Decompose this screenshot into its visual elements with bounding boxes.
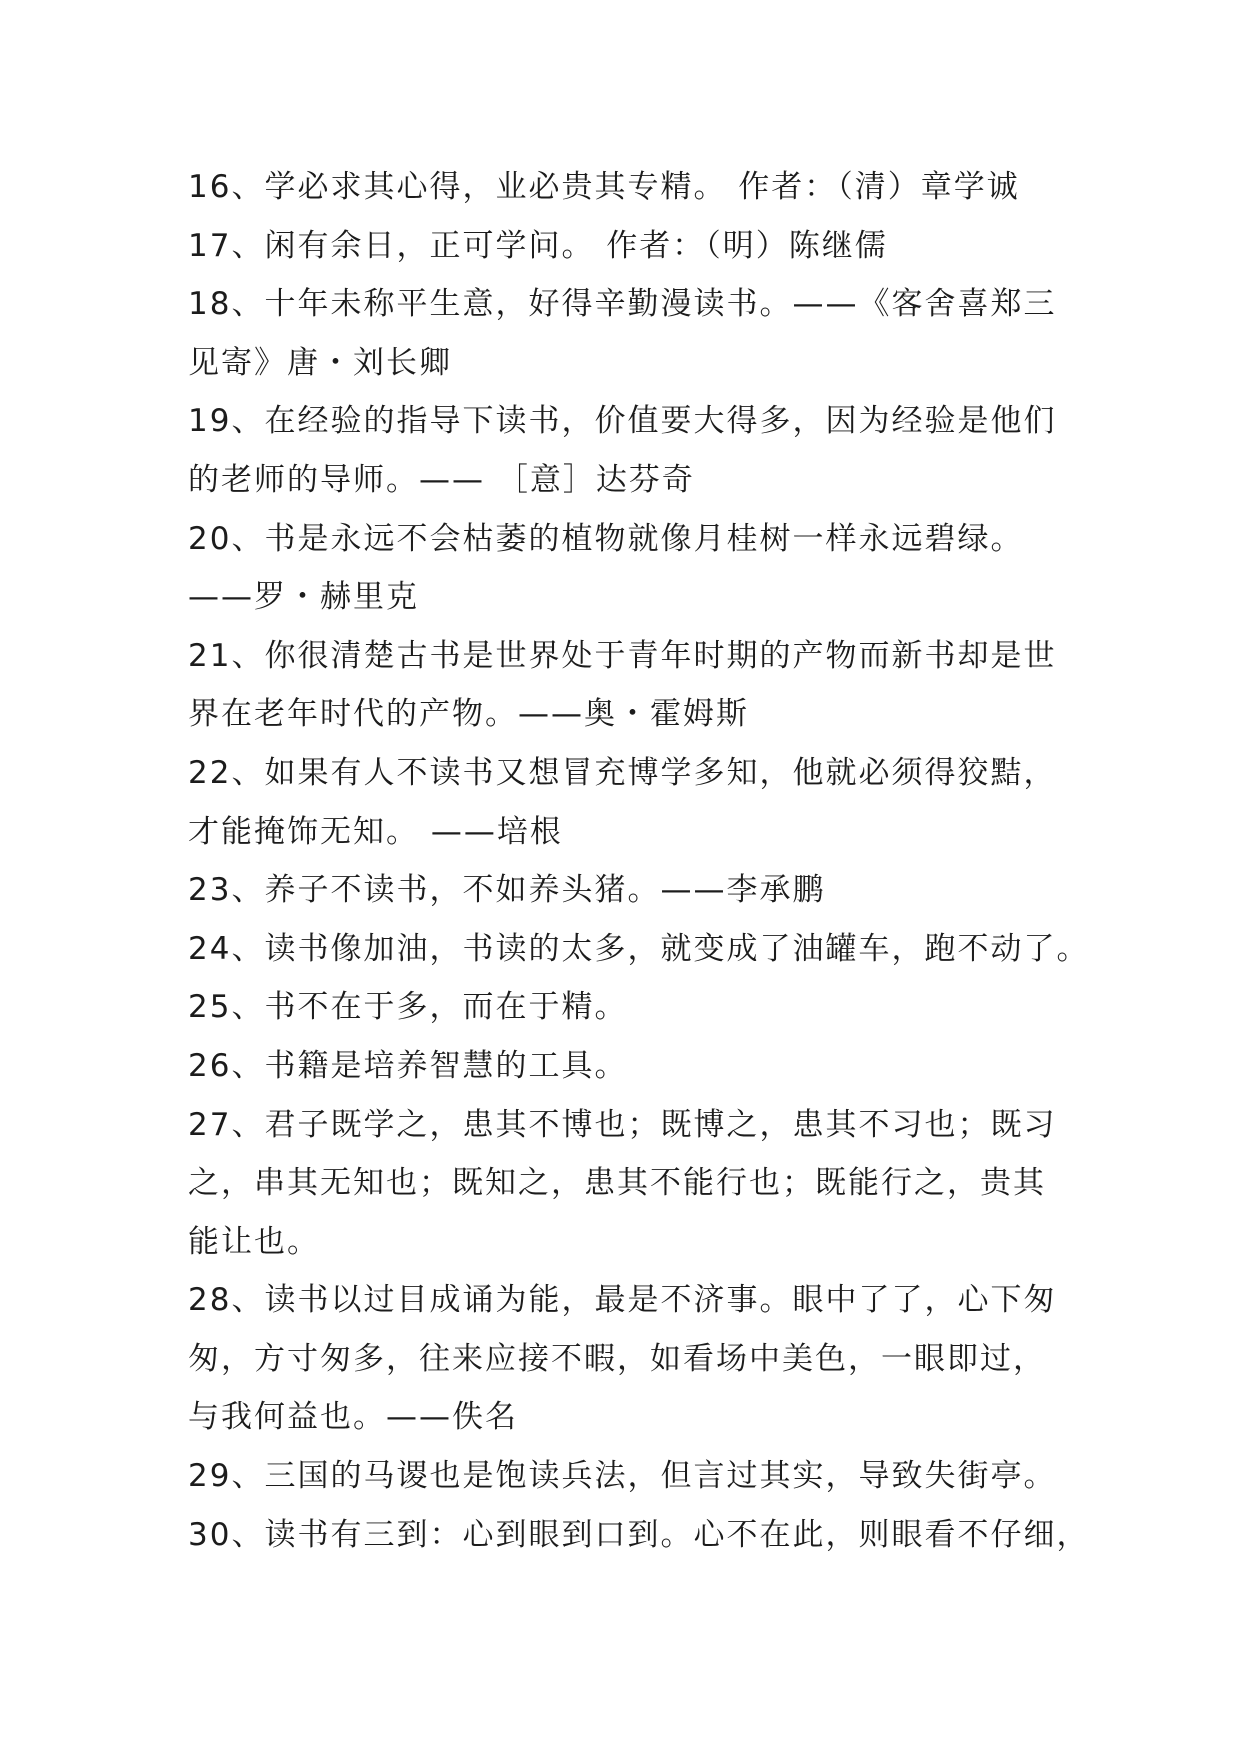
text-line: 30、读书有三到：心到眼到口到。心不在此，则眼看不仔细， bbox=[188, 1516, 1090, 1553]
text-line: 19、在经验的指导下读书，价值要大得多，因为经验是他们 bbox=[188, 403, 1057, 440]
text-line: ——罗・赫里克 bbox=[188, 579, 419, 616]
text-line: 23、养子不读书，不如养头猪。——李承鹏 bbox=[188, 872, 826, 909]
text-line: 才能掩饰无知。 ——培根 bbox=[188, 813, 563, 850]
text-line: 16、学必求其心得，业必贵其专精。 作者：（清）章学诚 bbox=[188, 169, 1020, 205]
text-line: 匆，方寸匆多，往来应接不暇，如看场中美色，一眼即过， bbox=[188, 1340, 1046, 1377]
text-line: 18、十年未称平生意，好得辛勤漫读书。——《客舍喜郑三 bbox=[188, 286, 1057, 323]
text-line: 见寄》唐・刘长卿 bbox=[188, 344, 452, 381]
text-line: 17、闲有余日，正可学问。 作者：（明）陈继儒 bbox=[188, 227, 888, 264]
text-line: 27、君子既学之，患其不博也；既博之，患其不习也；既习 bbox=[188, 1106, 1057, 1143]
text-line: 能让也。 bbox=[188, 1223, 320, 1260]
text-line: 25、书不在于多，而在于精。 bbox=[188, 989, 628, 1026]
text-line: 24、读书像加油，书读的太多，就变成了油罐车，跑不动了。 bbox=[188, 930, 1090, 967]
text-line: 22、如果有人不读书又想冒充博学多知，他就必须得狡黠， bbox=[188, 754, 1057, 791]
text-line: 20、书是永远不会枯萎的植物就像月桂树一样永远碧绿。 bbox=[188, 520, 1024, 557]
text-line: 26、书籍是培养智慧的工具。 bbox=[188, 1047, 628, 1084]
text-line: 界在老年时代的产物。——奥・霍姆斯 bbox=[188, 696, 749, 733]
quote-text-block bbox=[188, 158, 1090, 1564]
text-line: 28、读书以过目成诵为能，最是不济事。眼中了了，心下匆 bbox=[188, 1282, 1057, 1319]
text-line: 21、你很清楚古书是世界处于青年时期的产物而新书却是世 bbox=[188, 637, 1057, 674]
text-line: 与我何益也。——佚名 bbox=[188, 1399, 518, 1436]
text-line: 29、三国的马谡也是饱读兵法，但言过其实，导致失街亭。 bbox=[188, 1458, 1057, 1495]
text-line: 的老师的导师。—— ［意］达芬奇 bbox=[188, 461, 695, 498]
text-line: 之，串其无知也；既知之，患其不能行也；既能行之，贵其 bbox=[188, 1165, 1046, 1202]
